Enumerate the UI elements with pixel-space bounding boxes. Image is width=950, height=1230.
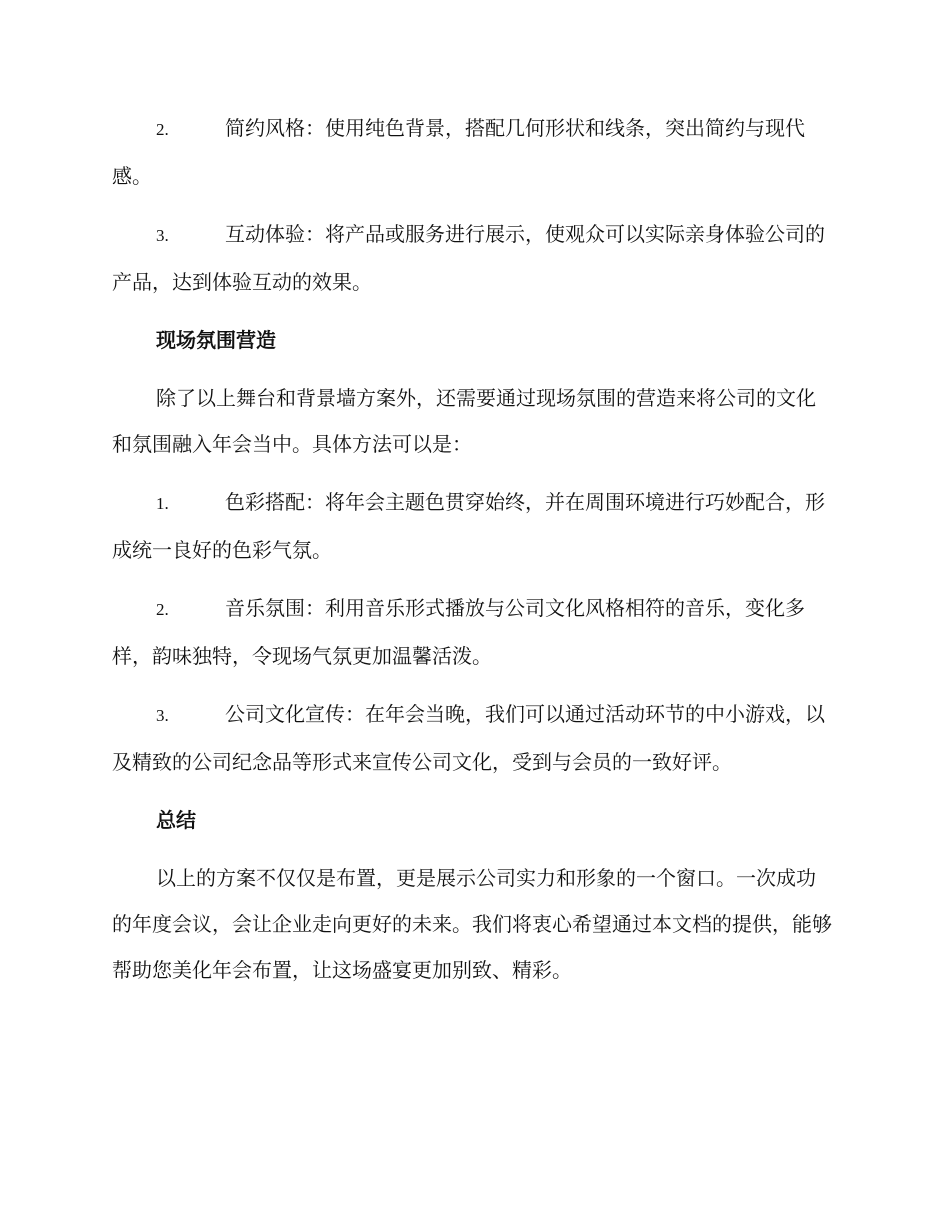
list-item-number: 2. <box>156 120 169 139</box>
document-content <box>112 105 834 1005</box>
list-item <box>112 479 834 573</box>
list-item-number: 1. <box>156 494 169 513</box>
list-item <box>112 691 834 785</box>
list-item <box>112 105 834 199</box>
list-item <box>112 211 834 305</box>
list-item <box>112 585 834 679</box>
list-item-text: 公司文化宣传：在年会当晚，我们可以通过活动环节的中小游戏，以及精致的公司纪念品等形式来宣传公司文化，受到与会员的一致好评。 <box>112 702 825 774</box>
list-item-number: 3. <box>156 226 169 245</box>
section-heading-atmosphere: 现场氛围营造 <box>156 328 276 352</box>
section-heading-summary: 总结 <box>156 808 196 832</box>
section-intro-paragraph: 除了以上舞台和背景墙方案外，还需要通过现场氛围的营造来将公司的文化和氛围融入年会当中。具体方法可以是： <box>112 386 816 456</box>
summary-paragraph: 以上的方案不仅仅是布置，更是展示公司实力和形象的一个窗口。一次成功的年度会议，会让企业走向更好的未来。我们将衷心希望通过本文档的提供，能够帮助您美化年会布置，让这场盛宴更加别致、精彩。 <box>112 866 832 982</box>
list-item-text: 色彩搭配：将年会主题色贯穿始终，并在周围环境进行巧妙配合，形成统一良好的色彩气氛。 <box>112 490 825 562</box>
list-item-text: 简约风格：使用纯色背景，搭配几何形状和线条，突出简约与现代感。 <box>112 116 805 188</box>
list-item-number: 3. <box>156 706 169 725</box>
list-item-text: 互动体验：将产品或服务进行展示，使观众可以实际亲身体验公司的产品，达到体验互动的效果。 <box>112 222 825 294</box>
list-item-number: 2. <box>156 600 169 619</box>
list-item-text: 音乐氛围：利用音乐形式播放与公司文化风格相符的音乐，变化多样，韵味独特，令现场气氛更加温馨活泼。 <box>112 596 805 668</box>
